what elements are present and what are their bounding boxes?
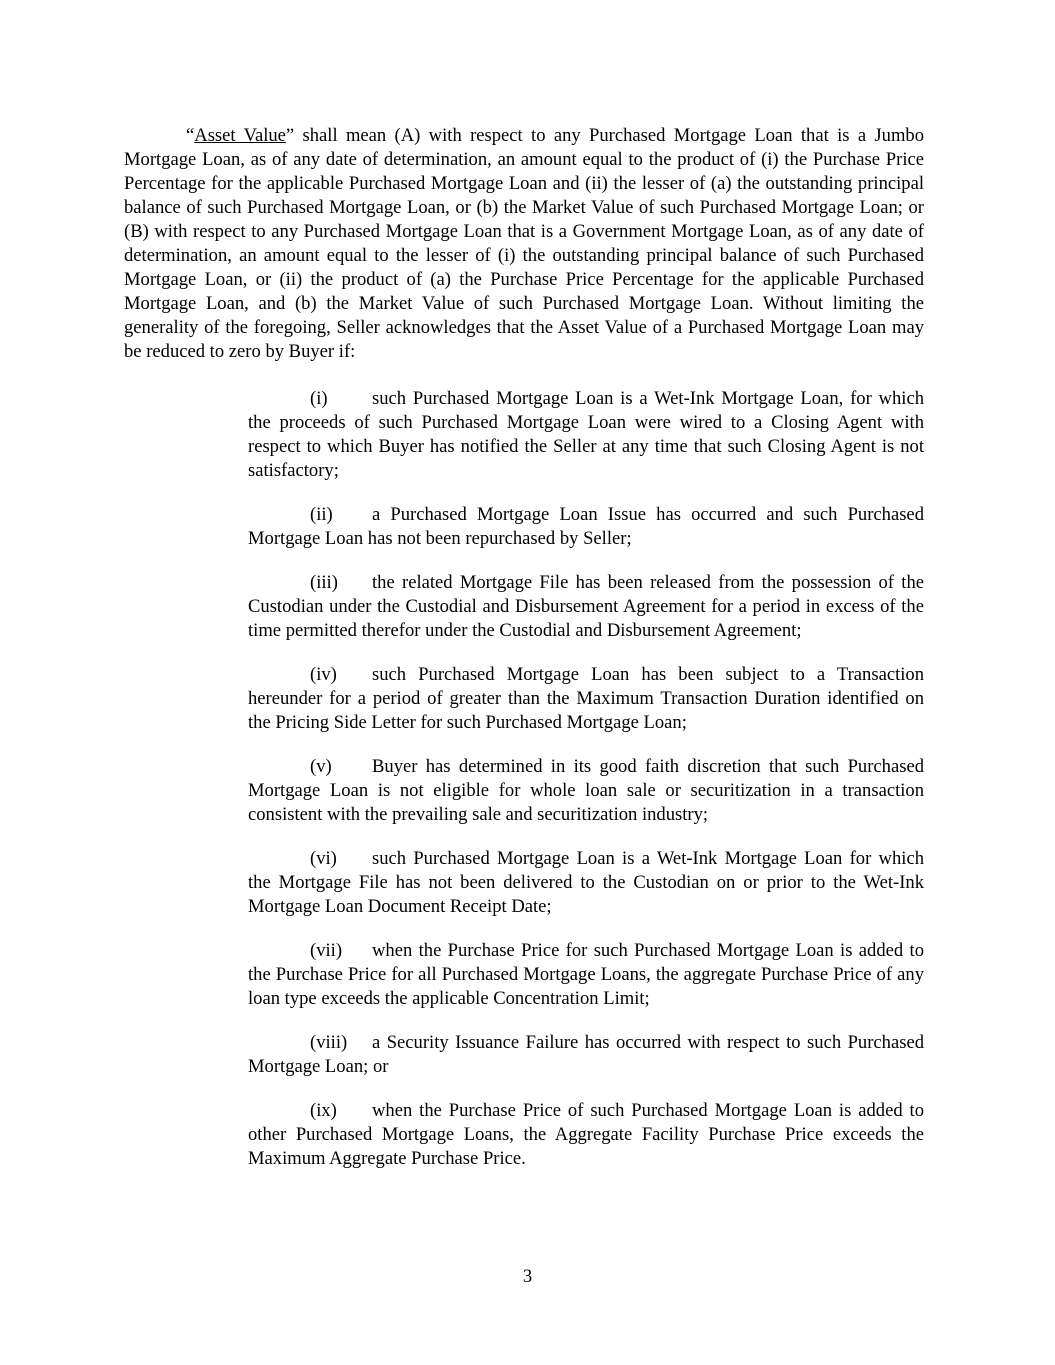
condition-item <box>248 663 924 735</box>
condition-number: (ix) <box>310 1100 337 1121</box>
condition-item <box>248 1099 924 1171</box>
condition-text: when the Purchase Price for such Purchased Mortgage Loan is added to the Purchase Price for all Purchased Mortgage Loans, the aggregate Purchase Price of any loan type exceeds the applicable Concentration Limit; <box>248 940 924 1009</box>
condition-text: when the Purchase Price of such Purchased Mortgage Loan is added to other Purchased Mortgage Loans, the Aggregate Facility Purchase Price exceeds the Maximum Aggregate Purchase Price. <box>248 1100 924 1169</box>
condition-number: (v) <box>310 756 332 777</box>
condition-list <box>248 387 924 1171</box>
condition-item <box>248 755 924 827</box>
defined-term: Asset Value <box>194 125 286 146</box>
condition-text: such Purchased Mortgage Loan has been subject to a Transaction hereunder for a period of greater than the Maximum Transaction Duration identified on the Pricing Side Letter for such Purchased Mortgage Loan; <box>248 664 924 733</box>
condition-item <box>248 939 924 1011</box>
condition-item <box>248 387 924 483</box>
condition-text: Buyer has determined in its good faith discretion that such Purchased Mortgage Loan is not eligible for whole loan sale or securitization in a transaction consistent with the prevailing sale and securitization industry; <box>248 756 924 825</box>
condition-text: such Purchased Mortgage Loan is a Wet-Ink Mortgage Loan, for which the proceeds of such Purchased Mortgage Loan were wired to a Closing Agent with respect to which Buyer has notified the Seller at any time that such Closing Agent is not satisfactory; <box>248 388 924 481</box>
condition-item <box>248 847 924 919</box>
page-number: 3 <box>522 1266 533 1287</box>
condition-text: the related Mortgage File has been released from the possession of the Custodian under the Custodial and Disbursement Agreement for a period in excess of the time permitted therefor under the Custodial and Disbursement Agreement; <box>248 572 924 641</box>
condition-number: (i) <box>310 388 328 409</box>
condition-number: (iv) <box>310 664 337 685</box>
condition-number: (vi) <box>310 848 337 869</box>
condition-number: (ii) <box>310 504 333 525</box>
condition-item <box>248 503 924 551</box>
condition-number: (vii) <box>310 940 343 961</box>
condition-item <box>248 1031 924 1079</box>
definition-open-quote: “ <box>186 125 195 146</box>
document-page <box>124 124 924 1191</box>
condition-item <box>248 571 924 643</box>
condition-text: a Purchased Mortgage Loan Issue has occurred and such Purchased Mortgage Loan has not been repurchased by Seller; <box>248 504 924 549</box>
condition-number: (iii) <box>310 572 338 593</box>
condition-text: such Purchased Mortgage Loan is a Wet-Ink Mortgage Loan for which the Mortgage File has not been delivered to the Custodian on or prior to the Wet-Ink Mortgage Loan Document Receipt Date; <box>248 848 924 917</box>
condition-text: a Security Issuance Failure has occurred with respect to such Purchased Mortgage Loan; or <box>248 1032 924 1077</box>
condition-number: (viii) <box>310 1032 348 1053</box>
definition-paragraph <box>124 124 924 364</box>
definition-body: ” shall mean (A) with respect to any Purchased Mortgage Loan that is a Jumbo Mortgage Loan, as of any date of determination, an amount equal to the product of (i) the Purchase Price Percentage for the applicable Purchased Mortgage Loan and (ii) the lesser of (a) the outstanding principal balance of such Purchased Mortgage Loan, or (b) the Market Value of such Purchased Mortgage Loan; or (B) with respect to any Purchased Mortgage Loan that is a Government Mortgage Loan, as of any date of determination, an amount equal to the lesser of (i) the outstanding principal balance of such Purchased Mortgage Loan, or (ii) the product of (a) the Purchase Price Percentage for the applicable Purchased Mortgage Loan, and (b) the Market Value of such Purchased Mortgage Loan. Without limiting the generality of the foregoing, Seller acknowledges that the Asset Value of a Purchased Mortgage Loan may be reduced to zero by Buyer if: <box>124 125 925 362</box>
